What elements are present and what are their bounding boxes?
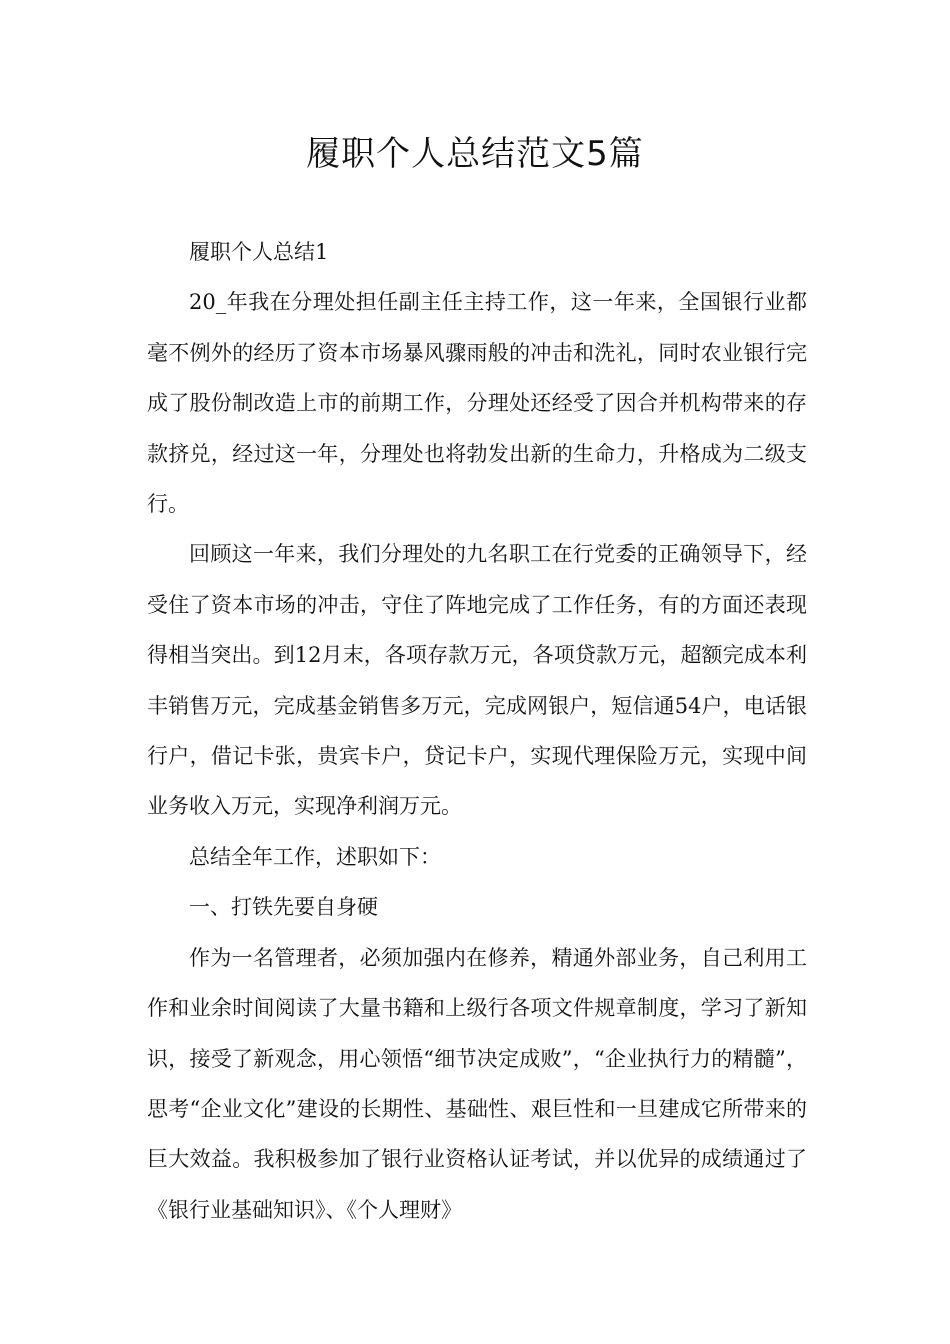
paragraph: 回顾这一年来，我们分理处的九名职工在行党委的正确领导下，经受住了资本市场的冲击，守住了阵地完成了工作任务，有的方面还表现得相当突出。到12月末，各项存款万元，各项贷款万元，超额完成本利丰销售万元，完成基金销售多万元，完成网银户，短信通54户，电话银行户，借记卡张，贵宾卡户，贷记卡户，实现代理保险万元，实现中间业务收入万元，实现净利润万元。 — [147, 542, 807, 819]
document-title: 履职个人总结范文5篇 — [306, 134, 644, 174]
section-heading: 履职个人总结1 — [189, 240, 329, 264]
section-subheading: 一、打铁先要自身硬 — [189, 895, 378, 920]
document-body — [147, 227, 807, 1235]
paragraph: 作为一名管理者，必须加强内在修养，精通外部业务，自己利用工作和业余时间阅读了大量书籍和上级行各项文件规章制度，学习了新知识，接受了新观念，用心领悟“细节决定成败”，“企业执行力的精髓”，思考“企业文化”建设的长期性、基础性、艰巨性和一旦建成它所带来的巨大效益。我积极参加了银行业资格认证考试，并以优异的成绩通过了《银行业基础知识》、《个人理财》 — [147, 945, 807, 1222]
paragraph: 20_年我在分理处担任副主任主持工作，这一年来，全国银行业都毫不例外的经历了资本市场暴风骤雨般的冲击和洗礼，同时农业银行完成了股份制改造上市的前期工作，分理处还经受了因合并机构带来的存款挤兑，经过这一年，分理处也将勃发出新的生命力，升格成为二级支行。 — [147, 290, 807, 517]
paragraph: 总结全年工作，述职如下： — [189, 844, 441, 869]
